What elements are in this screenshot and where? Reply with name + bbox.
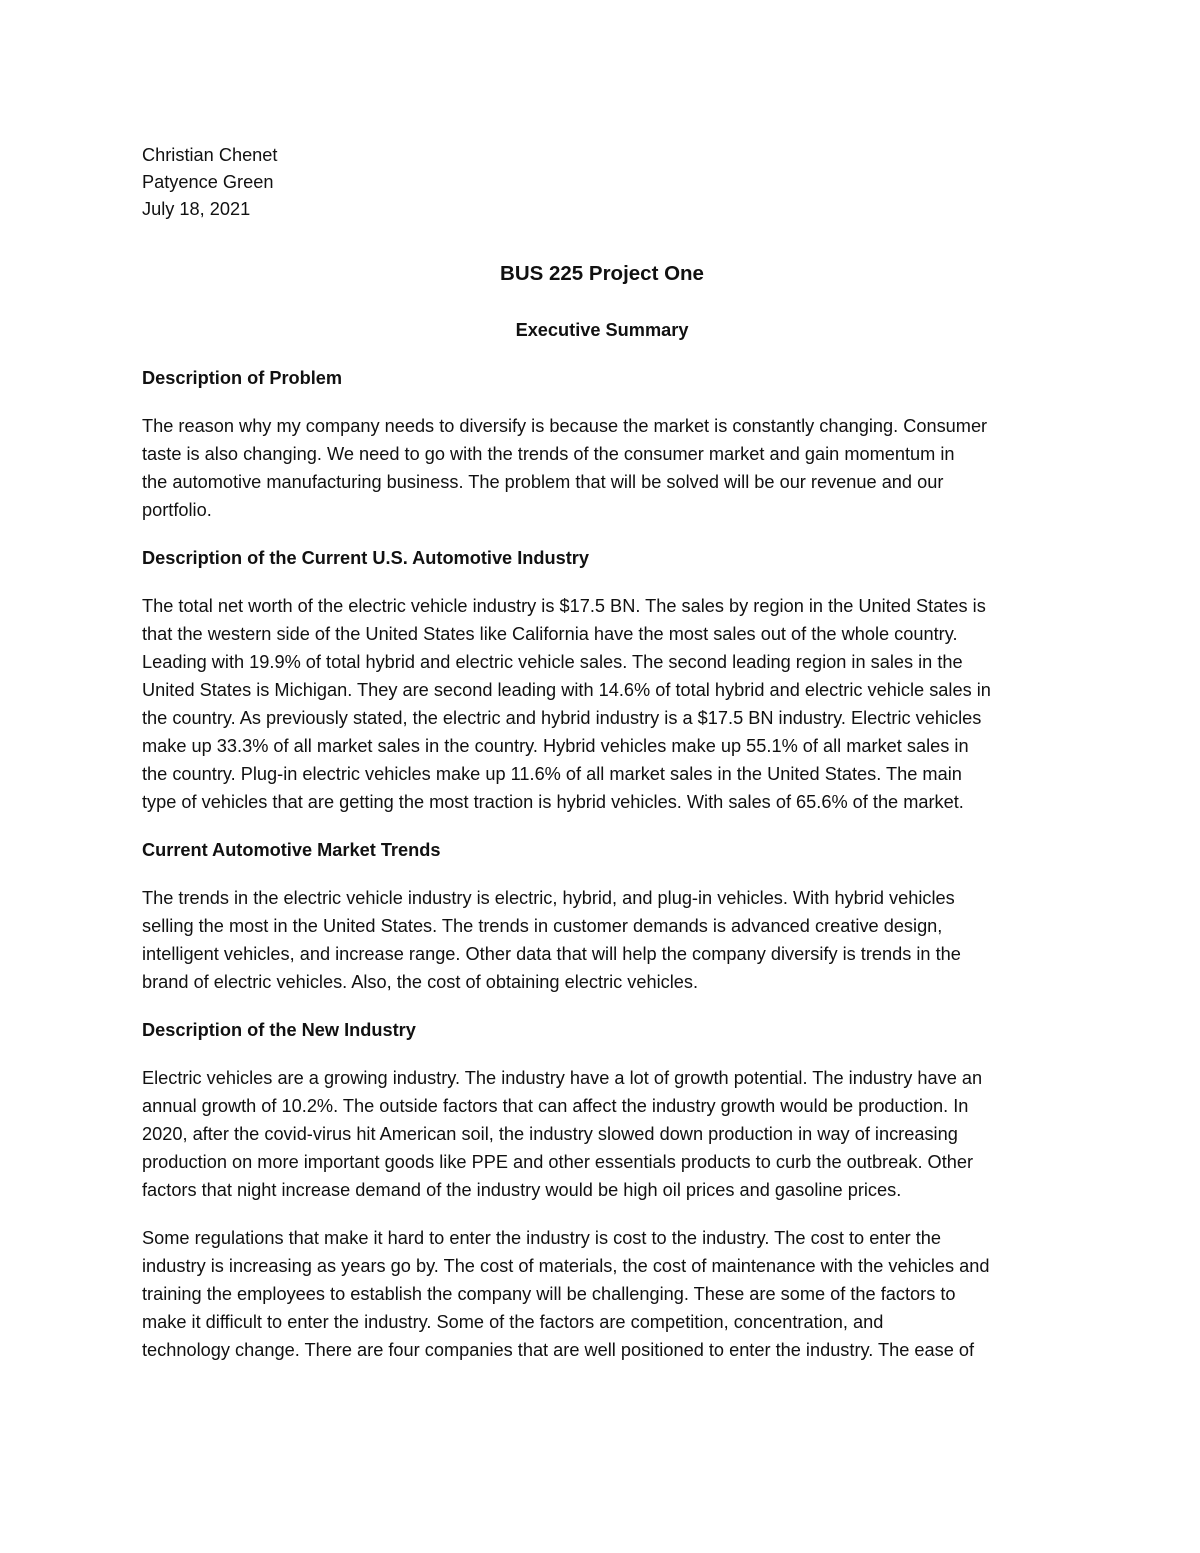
paragraph-line: the country. Plug-in electric vehicles make up 11.6% of all market sales in the United States. The main xyxy=(142,764,962,784)
paragraph-line: industry is increasing as years go by. The cost of materials, the cost of maintenance with the vehicles and xyxy=(142,1256,990,1276)
paragraph-line: that the western side of the United States like California have the most sales out of the whole country. xyxy=(142,624,958,644)
paragraph-line: training the employees to establish the company will be challenging. These are some of the factors to xyxy=(142,1284,956,1304)
document-subtitle: Executive Summary xyxy=(515,320,689,340)
paragraph-line: type of vehicles that are getting the most traction is hybrid vehicles. With sales of 65.6% of the market. xyxy=(142,792,964,812)
paragraph-line: The reason why my company needs to diversify is because the market is constantly changing. Consumer xyxy=(142,416,988,436)
section-description-of-new-industry xyxy=(142,1016,1062,1364)
section-description-of-problem xyxy=(142,364,1062,524)
paragraph-line: United States is Michigan. They are second leading with 14.6% of total hybrid and electric vehicle sales in xyxy=(142,680,991,700)
section-heading: Current Automotive Market Trends xyxy=(142,840,441,860)
paragraph-line: the country. As previously stated, the electric and hybrid industry is a $17.5 BN industry. Electric vehicles xyxy=(142,708,982,728)
section-heading: Description of the Current U.S. Automotive Industry xyxy=(142,548,589,568)
author-name-1: Christian Chenet xyxy=(142,145,278,165)
paragraph-line: taste is also changing. We need to go with the trends of the consumer market and gain momentum in xyxy=(142,444,955,464)
section-paragraph xyxy=(142,592,1062,816)
section-paragraph xyxy=(142,1064,1062,1204)
paragraph-line: selling the most in the United States. The trends in customer demands is advanced creative design, xyxy=(142,916,943,936)
paragraph-line: Some regulations that make it hard to enter the industry is cost to the industry. The cost to enter the xyxy=(142,1228,941,1248)
paragraph-line: portfolio. xyxy=(142,500,212,520)
paragraph-line: the automotive manufacturing business. The problem that will be solved will be our revenue and our xyxy=(142,472,944,492)
author-name-2: Patyence Green xyxy=(142,172,274,192)
section-current-automotive-market-trends xyxy=(142,836,1062,996)
paragraph-line: intelligent vehicles, and increase range. Other data that will help the company diversify is trends in the xyxy=(142,944,961,964)
paragraph-line: factors that night increase demand of the industry would be high oil prices and gasoline prices. xyxy=(142,1180,902,1200)
document-date: July 18, 2021 xyxy=(142,199,251,219)
section-paragraph xyxy=(142,412,1062,524)
paragraph-line: technology change. There are four companies that are well positioned to enter the industry. The ease of xyxy=(142,1340,975,1360)
paragraph-line: make it difficult to enter the industry. Some of the factors are competition, concentration, and xyxy=(142,1312,884,1332)
section-paragraph xyxy=(142,884,1062,996)
paragraph-line: annual growth of 10.2%. The outside factors that can affect the industry growth would be production. In xyxy=(142,1096,969,1116)
paragraph-line: The total net worth of the electric vehicle industry is $17.5 BN. The sales by region in the United States is xyxy=(142,596,986,616)
paragraph-line: production on more important goods like PPE and other essentials products to curb the outbreak. Other xyxy=(142,1152,974,1172)
document-header xyxy=(142,142,1062,223)
section-heading: Description of the New Industry xyxy=(142,1020,416,1040)
paragraph-line: 2020, after the covid-virus hit American soil, the industry slowed down production in way of increasing xyxy=(142,1124,958,1144)
document-title: BUS 225 Project One xyxy=(500,262,704,285)
paragraph-line: make up 33.3% of all market sales in the country. Hybrid vehicles make up 55.1% of all market sales in xyxy=(142,736,969,756)
paragraph-line: Leading with 19.9% of total hybrid and electric vehicle sales. The second leading region in sales in the xyxy=(142,652,963,672)
paragraph-line: brand of electric vehicles. Also, the cost of obtaining electric vehicles. xyxy=(142,972,699,992)
paragraph-line: Electric vehicles are a growing industry. The industry have a lot of growth potential. The industry have an xyxy=(142,1068,983,1088)
section-heading: Description of Problem xyxy=(142,368,343,388)
section-current-us-automotive-industry xyxy=(142,544,1062,816)
paragraph-line: The trends in the electric vehicle industry is electric, hybrid, and plug-in vehicles. With hybrid vehicles xyxy=(142,888,955,908)
document-content xyxy=(142,142,1062,1364)
section-paragraph xyxy=(142,1224,1062,1364)
